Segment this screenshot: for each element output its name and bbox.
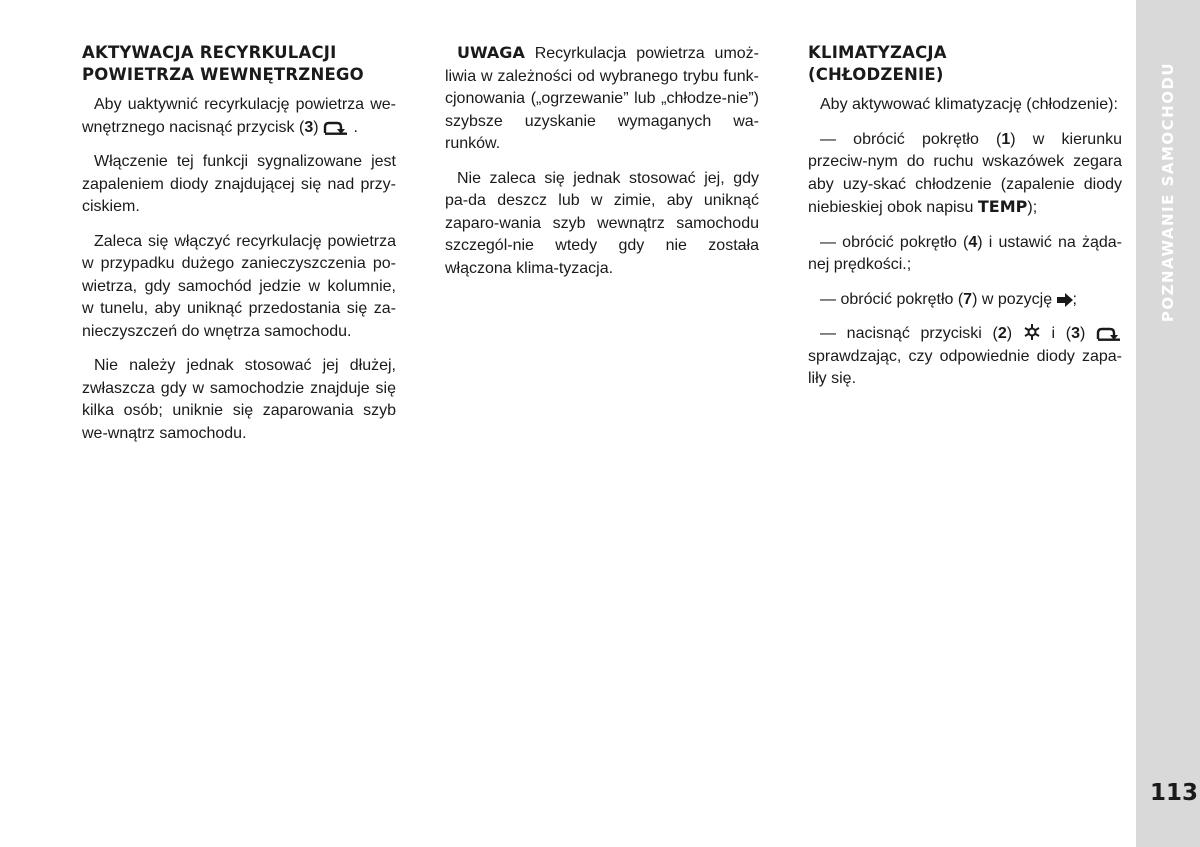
paragraph-text: Aby uaktywnić recyrkulację powietrza we-wnętrznego nacisnąć przycisk ( <box>82 96 396 136</box>
heading-line: AKTYWACJA RECYRKULACJI <box>82 43 337 62</box>
page-number: 113 <box>1150 780 1199 806</box>
step-text: ); <box>1027 199 1038 216</box>
snowflake-icon <box>1023 323 1041 341</box>
paragraph: Nie zaleca się jednak stosować jej, gdy pa-da deszcz lub w zimie, aby uniknąć zaparo-wania szyb wewnątrz samochodu szczegól-nie wtedy gdy nie została włączona klima-tyzacja. <box>445 169 759 277</box>
heading-line: POWIETRZA WEWNĘTRZNEGO <box>82 65 364 84</box>
section-heading-air-conditioning <box>808 42 1122 86</box>
paragraph: Nie należy jednak stosować jej dłużej, zwłaszcza gdy w samochodzie znajduje się kilka osób; uniknie się zaparowania szyb we-wnątrz samochodu. <box>82 357 396 442</box>
paragraph: Aby uaktywnić recyrkulację powietrza we-wnętrznego nacisnąć przycisk (3) . <box>82 96 396 136</box>
knob-number: 1 <box>1001 130 1011 148</box>
section-heading-recirculation <box>82 42 396 86</box>
knob-number: 4 <box>968 233 978 251</box>
arrow-right-icon <box>1057 293 1073 307</box>
step-text: — obrócić pokrętło ( <box>820 233 969 251</box>
heading-line: (CHŁODZENIE) <box>808 65 944 84</box>
heading-line: KLIMATYZACJA <box>808 43 947 62</box>
paragraph-text: Recyrkulacja powietrza umoż-liwia w zależności od wybranego trybu funk-cjonowania („ogrzewanie” lub „chłodze-nie”) szybsze uzyskanie wymaganych wa-runków. <box>445 45 759 152</box>
step-item <box>808 289 1122 312</box>
paragraph: Zaleca się włączyć recyrkulację powietrza w przypadku dużego zanieczyszczenia po-wietrza, gdy samochód jedzie w kolumnie, w tunelu, aby uniknąć przedostania się za-nieczyszczeń do wnętrza samochodu. <box>82 232 396 340</box>
step-text: ) i ustawić na żąda-nej prędkości.; <box>808 233 1122 273</box>
step-text: — nacisnąć przyciski ( <box>820 325 998 342</box>
step-text: — obrócić pokrętło ( <box>820 290 964 308</box>
button-number: 3 <box>1071 325 1080 342</box>
button-number: 3 <box>304 118 314 136</box>
note-paragraph <box>445 42 759 156</box>
recirculation-icon <box>1096 327 1122 341</box>
step-item <box>808 129 1122 220</box>
step-item: — nacisnąć przyciski (2) i (3) sprawdzając, czy odpowiednie diody zapa-liły się. <box>808 325 1122 387</box>
column-note <box>445 42 759 292</box>
column-air-conditioning <box>808 42 1122 403</box>
temp-label: TEMP <box>977 197 1028 216</box>
knob-number: 7 <box>963 290 973 308</box>
sidebar-section-title: POZNAWANIE SAMOCHODU <box>1159 61 1177 323</box>
button-number: 2 <box>997 325 1007 342</box>
step-text: — obrócić pokrętło ( <box>820 130 1002 148</box>
step-text: i ( <box>1040 325 1072 342</box>
paragraph-text: . <box>353 118 358 136</box>
step-text: ; <box>1072 290 1077 308</box>
recirculation-icon <box>323 121 349 135</box>
step-text: sprawdzając, czy odpowiednie diody zapa-liły się. <box>808 347 1122 387</box>
step-item <box>808 232 1122 277</box>
paragraph: Aby aktywować klimatyzację (chłodzenie): <box>820 96 1118 113</box>
column-recirculation <box>82 42 396 457</box>
paragraph: Włączenie tej funkcji sygnalizowane jest zapaleniem diody znajdującej się nad przy-ciskiem. <box>82 153 396 215</box>
step-text: ) w pozycję <box>972 290 1057 308</box>
step-text: ) w kierunku przeciw-nym do ruchu wskazówek zegara aby uzy-skać chłodzenie (zapalenie diody niebieskiej obok napisu <box>808 130 1122 216</box>
note-label: UWAGA <box>457 43 525 62</box>
